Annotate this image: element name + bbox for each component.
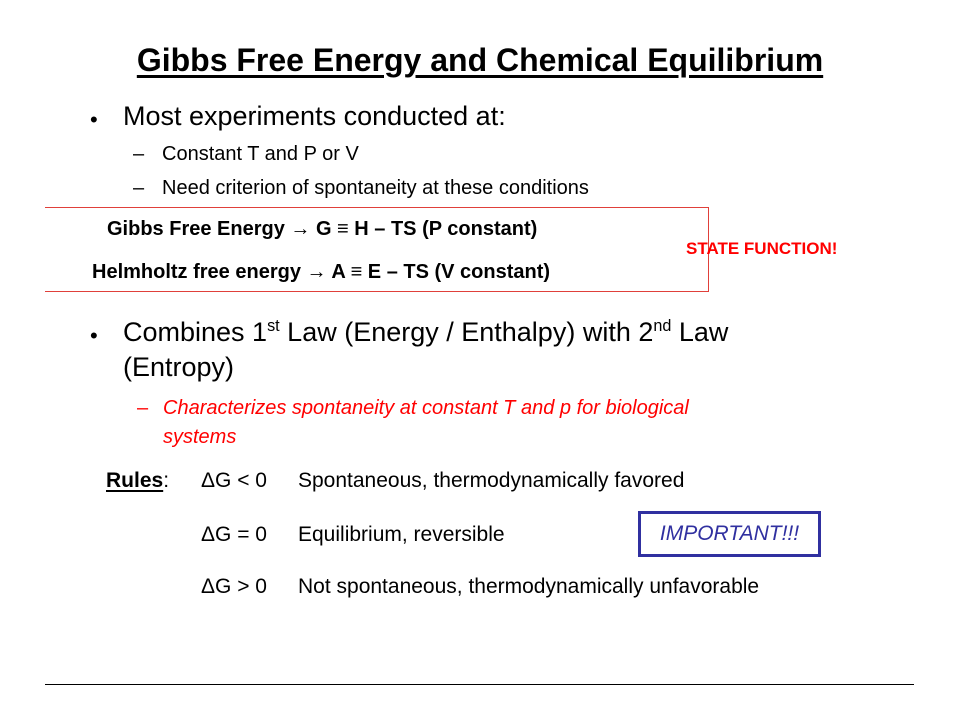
sub-bullet-2: Need criterion of spontaneity at these conditions [162, 177, 589, 199]
sub-bullet-red-line-2: systems [163, 426, 237, 448]
state-function-label: STATE FUNCTION! [686, 239, 838, 258]
bullet-2-line-1 [123, 317, 728, 348]
bullet-dot: • [90, 107, 98, 132]
bullet-dot: • [90, 323, 98, 348]
superscript-st: st [267, 317, 280, 335]
rule-condition-negative: ΔG < 0 [201, 469, 267, 492]
bullet-2-line-2: (Entropy) [123, 352, 235, 382]
rules-label-text: Rules [106, 469, 164, 492]
superscript-nd: nd [653, 317, 672, 335]
dash-marker: – [137, 397, 149, 419]
helmholtz-definition: Helmholtz free energy → A ≡ E – TS (V constant) [92, 261, 551, 283]
bullet-1-text: Most experiments conducted at: [123, 101, 506, 131]
sub-bullet-1: Constant T and P or V [162, 143, 359, 165]
bullet-2-part-3: Law [671, 317, 729, 347]
important-label: IMPORTANT!!! [659, 522, 800, 545]
rule-condition-zero: ΔG = 0 [201, 523, 267, 546]
bullet-2-part-1: Combines 1 [123, 317, 268, 347]
bullet-2-part-2: Law (Energy / Enthalpy) with 2 [279, 317, 654, 347]
slide-title: Gibbs Free Energy and Chemical Equilibrium [136, 42, 824, 78]
gibbs-definition: Gibbs Free Energy → G ≡ H – TS (P constant) [107, 218, 538, 240]
rule-description-positive: Not spontaneous, thermodynamically unfavorable [298, 575, 760, 598]
rule-description-zero: Equilibrium, reversible [298, 523, 505, 546]
rule-condition-positive: ΔG > 0 [201, 575, 267, 598]
dash-marker: – [133, 177, 145, 199]
sub-bullet-red-line-1: Characterizes spontaneity at constant T and p for biological [163, 397, 689, 419]
rules-colon: : [163, 469, 170, 492]
rules-label [106, 469, 169, 493]
important-box [638, 511, 821, 557]
footer-divider [45, 684, 914, 685]
dash-marker: – [133, 143, 145, 165]
rule-description-negative: Spontaneous, thermodynamically favored [298, 469, 685, 492]
